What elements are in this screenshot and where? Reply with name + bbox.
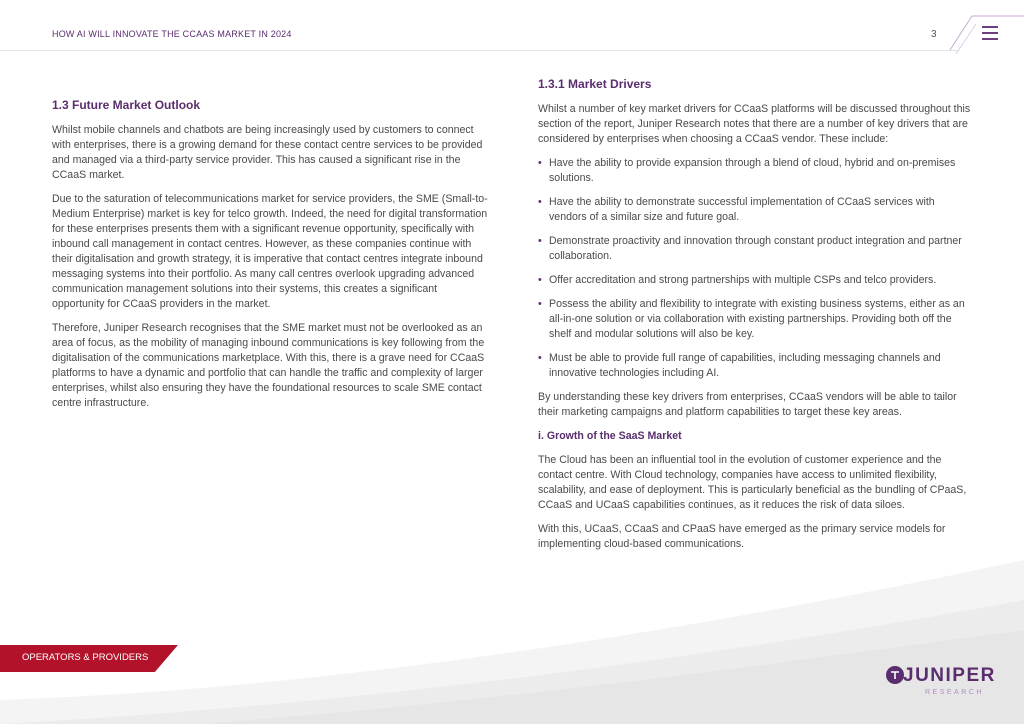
list-item: • Offer accreditation and strong partnerships with multiple CSPs and telco providers. <box>538 273 974 288</box>
page-number: 3 <box>931 29 937 40</box>
section-heading: 1.3.1 Market Drivers <box>538 77 652 91</box>
category-tag-label: OPERATORS & PROVIDERS <box>22 652 149 663</box>
list-item: • Have the ability to demonstrate successful implementation of CCaaS services with vendors of a similar size and future goal. <box>538 195 974 225</box>
paragraph: With this, UCaaS, CCaaS and CPaaS have emerged as the primary service models for implementing cloud-based communications. <box>538 523 946 550</box>
paragraph: Whilst mobile channels and chatbots are being increasingly used by customers to connect with enterprises, there is a growing demand for these contact centre services to be provided and managed via a third-party service provider. This has caused a significant rise in the CCaaS market. <box>52 124 483 181</box>
right-column <box>538 75 974 561</box>
document-title: HOW AI WILL INNOVATE THE CCAAS MARKET IN 2024 <box>52 29 292 39</box>
logo-wordmark: JUNIPER <box>903 665 996 686</box>
header-divider <box>0 50 958 51</box>
section-heading: 1.3 Future Market Outlook <box>52 98 201 112</box>
list-item: • Must be able to provide full range of capabilities, including messaging channels and innovative technologies including AI. <box>538 351 974 381</box>
list-item: • Demonstrate proactivity and innovation through constant product integration and partner collaboration. <box>538 234 974 264</box>
paragraph: The Cloud has been an influential tool in the evolution of customer experience and the contact centre. With Cloud technology, companies have access to unlimited flexibility, scalability, and ease of deployment. This is particularly beneficial as the bundling of CPaaS, CCaaS and UCaaS capabilities continues, as it reduces the risk of data siloes. <box>538 454 967 511</box>
list-item: • Possess the ability and flexibility to integrate with existing business systems, either as an all-in-one solution or via collaboration with existing partnerships. Providing both off the shelf and modular solutions will also be key. <box>538 297 974 342</box>
paragraph: Therefore, Juniper Research recognises that the SME market must not be overlooked as an area of focus, as the mobility of managing inbound communications is key following from the digitalisation of the communications marketplace. With this, there is a grave need for CCaaS platforms to have a dynamic and portfolio that can handle the traffic and complexity of larger enterprises, whilst also ensuring they have the foundational resources to scale SME contact centre infrastructure. <box>52 322 485 409</box>
left-column <box>52 96 492 420</box>
menu-icon[interactable] <box>982 26 998 40</box>
paragraph: Due to the saturation of telecommunications market for service providers, the SME (Small-to-Medium Enterprise) market is key for telco growth. Indeed, the need for digital transformation for these enterprises presents them with a significant revenue opportunity, specifically with inbound call management in contact centres. However, as these companies continue with their digitalisation and growth strategy, it is imperative that contact centres integrate inbound messaging systems into their portfolio. As many call centres overlook upgrading advanced communication management solutions into their systems, this creates a significant opportunity for CCaaS providers in the market. <box>52 193 488 310</box>
logo-subtitle: RESEARCH <box>925 689 984 696</box>
sub-heading: i. Growth of the SaaS Market <box>538 430 682 442</box>
conclusion-paragraph: By understanding these key drivers from enterprises, CCaaS vendors will be able to tailor their marketing campaigns and platform capabilities to target these key areas. <box>538 391 957 418</box>
juniper-logo <box>885 665 1000 701</box>
market-drivers-list <box>538 156 974 381</box>
intro-paragraph: Whilst a number of key market drivers for CCaaS platforms will be discussed throughout this section of the report, Juniper Research notes that there are a number of key drivers that are considered by enterprises when choosing a CCaaS vendor. These include: <box>538 103 971 145</box>
list-item: • Have the ability to provide expansion through a blend of cloud, hybrid and on-premises solutions. <box>538 156 974 186</box>
logo-mark-icon <box>885 665 905 685</box>
